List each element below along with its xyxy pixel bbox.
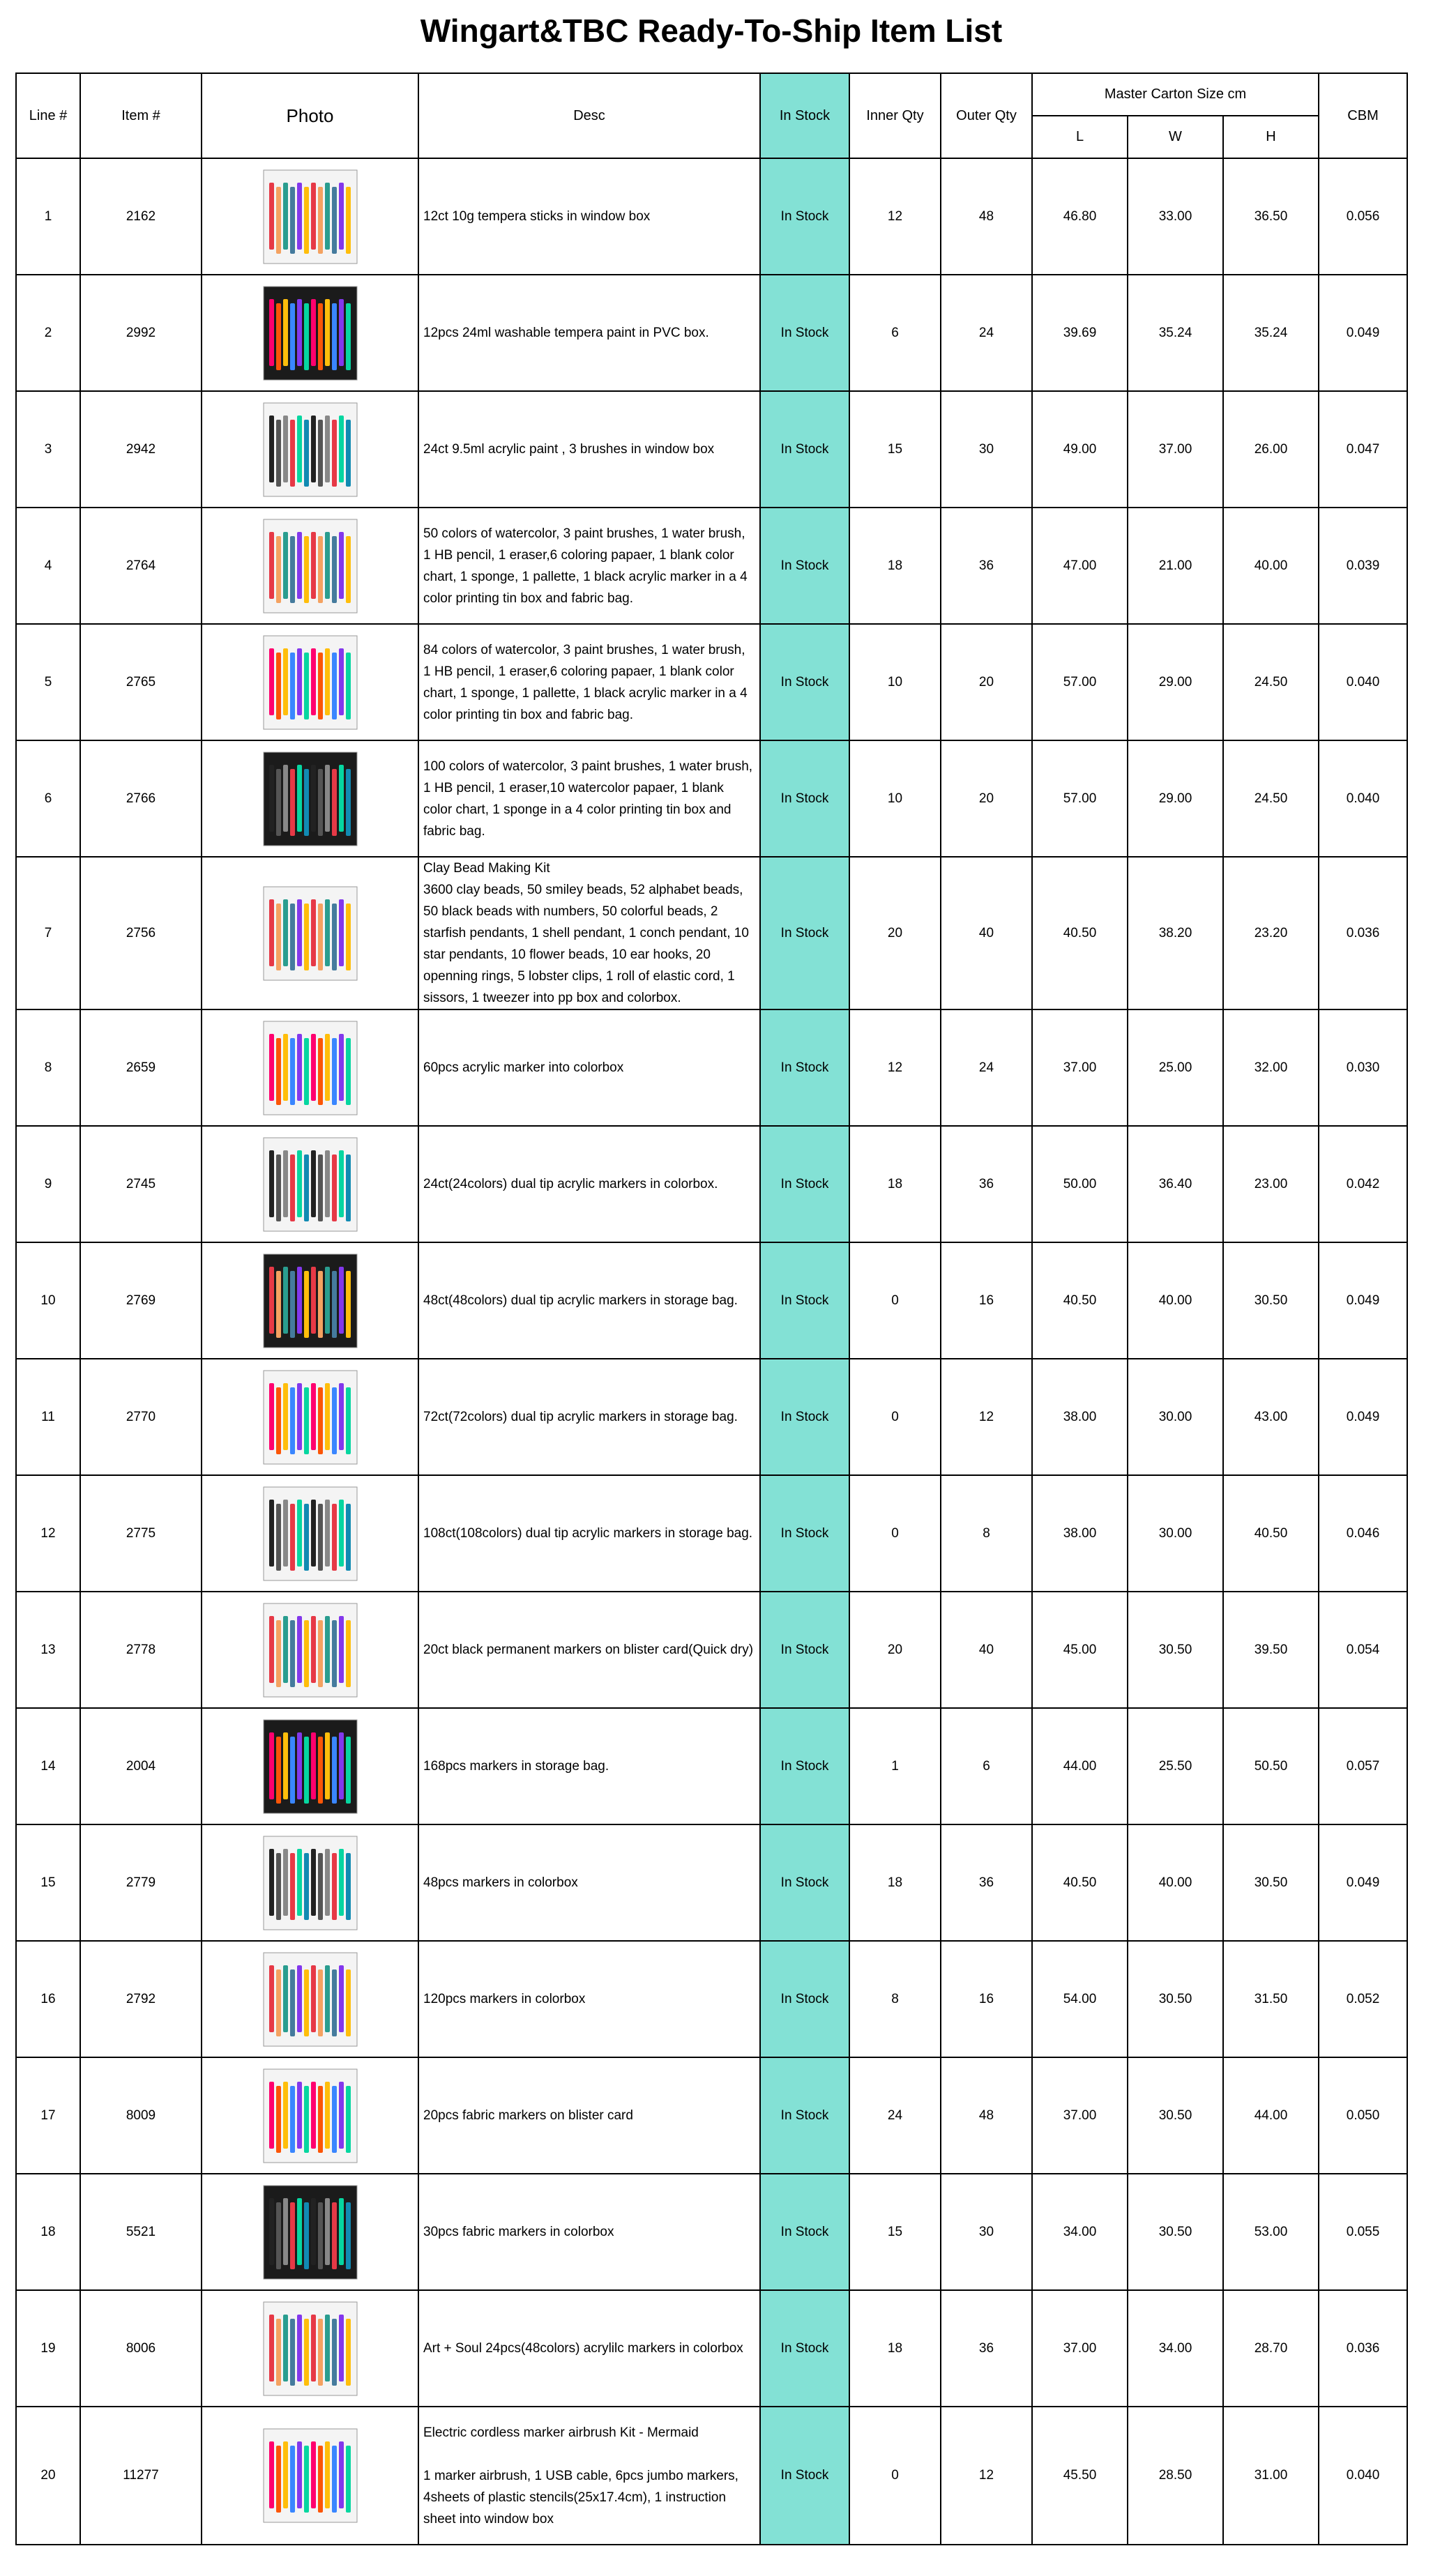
carton-width-cell: 30.00 <box>1128 1475 1223 1592</box>
inner-qty-cell: 0 <box>849 1242 941 1359</box>
fabric-markers-card-icon <box>258 2064 363 2168</box>
line-number-cell: 7 <box>16 857 80 1009</box>
table-row <box>16 1941 1407 2057</box>
outer-qty-cell: 6 <box>941 1708 1032 1824</box>
description-cell <box>418 1824 760 1941</box>
description-cell <box>418 1242 760 1359</box>
description-line: 60pcs acrylic marker into colorbox <box>423 1060 624 1075</box>
carton-height-cell: 24.50 <box>1223 624 1319 740</box>
cbm-cell: 0.052 <box>1319 1941 1407 2057</box>
photo-cell <box>202 857 418 1009</box>
photo-cell <box>202 1009 418 1126</box>
description-cell <box>418 624 760 740</box>
carton-height-cell: 30.50 <box>1223 1242 1319 1359</box>
inner-qty-cell: 12 <box>849 1009 941 1126</box>
in-stock-cell: In Stock <box>760 857 849 1009</box>
header-desc: Desc <box>418 73 760 158</box>
clay-bead-kit-icon <box>258 881 363 986</box>
line-number-cell: 5 <box>16 624 80 740</box>
line-number-cell: 11 <box>16 1359 80 1475</box>
item-table <box>15 73 1408 2545</box>
carton-height-cell: 43.00 <box>1223 1359 1319 1475</box>
photo-cell <box>202 2174 418 2290</box>
description-line <box>423 2444 755 2465</box>
photo-cell <box>202 2290 418 2407</box>
description-cell <box>418 857 760 1009</box>
header-outer-qty: Outer Qty <box>941 73 1032 158</box>
carton-width-cell: 28.50 <box>1128 2407 1223 2545</box>
description-cell <box>418 2174 760 2290</box>
carton-length-cell: 45.00 <box>1032 1592 1128 1708</box>
carton-height-cell: 24.50 <box>1223 740 1319 857</box>
cbm-cell: 0.039 <box>1319 508 1407 624</box>
in-stock-cell: In Stock <box>760 1475 849 1592</box>
photo-cell <box>202 1359 418 1475</box>
carton-length-cell: 38.00 <box>1032 1475 1128 1592</box>
description-cell <box>418 1475 760 1592</box>
table-row <box>16 1475 1407 1592</box>
description-cell <box>418 1009 760 1126</box>
in-stock-cell: In Stock <box>760 1592 849 1708</box>
carton-length-cell: 37.00 <box>1032 1009 1128 1126</box>
table-row <box>16 1708 1407 1824</box>
description-line: 108ct(108colors) dual tip acrylic markers in storage bag. <box>423 1526 753 1541</box>
description-cell <box>418 2290 760 2407</box>
description-cell <box>418 508 760 624</box>
description-line: 84 colors of watercolor, 3 paint brushes, 1 water brush, 1 HB pencil, 1 eraser,6 coloring papaer, 1 blank color chart, 1 sponge, 1 pallette, 1 black acrylic marker in a 4 color printing tin box and fabric bag. <box>423 642 748 722</box>
acrylic-markers-colorbox-icon <box>258 2296 363 2401</box>
page-title: Wingart&TBC Ready-To-Ship Item List <box>420 13 1003 49</box>
inner-qty-cell: 18 <box>849 2290 941 2407</box>
description-line: 100 colors of watercolor, 3 paint brushes, 1 water brush, 1 HB pencil, 1 eraser,10 watercolor papaer, 1 blank color chart, 1 sponge in a 4 color printing tin box and fabric bag. <box>423 759 753 839</box>
cbm-cell: 0.050 <box>1319 2057 1407 2174</box>
carton-width-cell: 29.00 <box>1128 740 1223 857</box>
table-row <box>16 1126 1407 1242</box>
outer-qty-cell: 24 <box>941 1009 1032 1126</box>
description-cell <box>418 2057 760 2174</box>
cbm-cell: 0.042 <box>1319 1126 1407 1242</box>
carton-length-cell: 37.00 <box>1032 2057 1128 2174</box>
table-row <box>16 740 1407 857</box>
inner-qty-cell: 0 <box>849 2407 941 2545</box>
carton-length-cell: 46.80 <box>1032 158 1128 275</box>
table-row <box>16 1009 1407 1126</box>
header-height: H <box>1223 116 1319 158</box>
description-line: 30pcs fabric markers in colorbox <box>423 2225 614 2239</box>
line-number-cell: 17 <box>16 2057 80 2174</box>
table-body <box>16 158 1407 2545</box>
permanent-markers-card-icon <box>258 1598 363 1702</box>
item-number-cell: 8006 <box>80 2290 202 2407</box>
in-stock-cell: In Stock <box>760 1126 849 1242</box>
photo-cell <box>202 1941 418 2057</box>
item-number-cell: 2769 <box>80 1242 202 1359</box>
photo-cell <box>202 2057 418 2174</box>
carton-height-cell: 50.50 <box>1223 1708 1319 1824</box>
line-number-cell: 12 <box>16 1475 80 1592</box>
outer-qty-cell: 8 <box>941 1475 1032 1592</box>
inner-qty-cell: 1 <box>849 1708 941 1824</box>
table-row <box>16 391 1407 508</box>
cbm-cell: 0.030 <box>1319 1009 1407 1126</box>
description-cell <box>418 275 760 391</box>
inner-qty-cell: 20 <box>849 857 941 1009</box>
cbm-cell: 0.047 <box>1319 391 1407 508</box>
line-number-cell: 6 <box>16 740 80 857</box>
photo-cell <box>202 508 418 624</box>
marker-storage-bag-icon <box>258 1481 363 1586</box>
carton-length-cell: 57.00 <box>1032 624 1128 740</box>
in-stock-cell: In Stock <box>760 391 849 508</box>
inner-qty-cell: 6 <box>849 275 941 391</box>
description-line: Electric cordless marker airbrush Kit - Mermaid <box>423 2425 699 2440</box>
carton-width-cell: 38.20 <box>1128 857 1223 1009</box>
description-cell <box>418 1126 760 1242</box>
outer-qty-cell: 30 <box>941 391 1032 508</box>
carton-width-cell: 30.50 <box>1128 2057 1223 2174</box>
item-number-cell: 2770 <box>80 1359 202 1475</box>
in-stock-cell: In Stock <box>760 1359 849 1475</box>
fabric-markers-box-icon <box>258 2180 363 2285</box>
line-number-cell: 3 <box>16 391 80 508</box>
in-stock-cell: In Stock <box>760 740 849 857</box>
item-number-cell: 5521 <box>80 2174 202 2290</box>
inner-qty-cell: 15 <box>849 2174 941 2290</box>
carton-height-cell: 40.50 <box>1223 1475 1319 1592</box>
description-line: 24ct(24colors) dual tip acrylic markers in colorbox. <box>423 1177 718 1191</box>
outer-qty-cell: 36 <box>941 2290 1032 2407</box>
photo-cell <box>202 1475 418 1592</box>
item-number-cell: 2756 <box>80 857 202 1009</box>
carton-width-cell: 36.40 <box>1128 1126 1223 1242</box>
header-inner-qty: Inner Qty <box>849 73 941 158</box>
cbm-cell: 0.057 <box>1319 1708 1407 1824</box>
carton-length-cell: 40.50 <box>1032 857 1128 1009</box>
inner-qty-cell: 10 <box>849 624 941 740</box>
description-line: 48ct(48colors) dual tip acrylic markers in storage bag. <box>423 1293 738 1308</box>
carton-height-cell: 53.00 <box>1223 2174 1319 2290</box>
carton-height-cell: 26.00 <box>1223 391 1319 508</box>
carton-length-cell: 49.00 <box>1032 391 1128 508</box>
carton-length-cell: 40.50 <box>1032 1824 1128 1941</box>
carton-height-cell: 30.50 <box>1223 1824 1319 1941</box>
carton-width-cell: 30.50 <box>1128 1592 1223 1708</box>
photo-cell <box>202 624 418 740</box>
line-number-cell: 4 <box>16 508 80 624</box>
description-cell <box>418 1592 760 1708</box>
carton-width-cell: 40.00 <box>1128 1242 1223 1359</box>
tempera-sticks-box-icon <box>258 165 363 269</box>
item-number-cell: 11277 <box>80 2407 202 2545</box>
table-row <box>16 2057 1407 2174</box>
inner-qty-cell: 0 <box>849 1475 941 1592</box>
carton-height-cell: 23.20 <box>1223 857 1319 1009</box>
item-number-cell: 2942 <box>80 391 202 508</box>
table-row <box>16 2407 1407 2545</box>
carton-height-cell: 31.00 <box>1223 2407 1319 2545</box>
description-line: 48pcs markers in colorbox <box>423 1875 578 1890</box>
description-cell <box>418 1941 760 2057</box>
description-line: 50 colors of watercolor, 3 paint brushes, 1 water brush, 1 HB pencil, 1 eraser,6 coloring papaer, 1 blank color chart, 1 sponge, 1 pallette, 1 black acrylic marker in a 4 color printing tin box and fabric bag. <box>423 526 748 606</box>
item-number-cell: 8009 <box>80 2057 202 2174</box>
item-number-cell: 2162 <box>80 158 202 275</box>
photo-cell <box>202 1242 418 1359</box>
carton-height-cell: 44.00 <box>1223 2057 1319 2174</box>
inner-qty-cell: 8 <box>849 1941 941 2057</box>
photo-cell <box>202 391 418 508</box>
outer-qty-cell: 12 <box>941 2407 1032 2545</box>
description-line: 168pcs markers in storage bag. <box>423 1759 609 1774</box>
item-number-cell: 2764 <box>80 508 202 624</box>
item-number-cell: 2659 <box>80 1009 202 1126</box>
description-line: 12pcs 24ml washable tempera paint in PVC box. <box>423 326 709 340</box>
outer-qty-cell: 16 <box>941 1941 1032 2057</box>
carton-width-cell: 30.00 <box>1128 1359 1223 1475</box>
outer-qty-cell: 20 <box>941 740 1032 857</box>
item-number-cell: 2004 <box>80 1708 202 1824</box>
line-number-cell: 19 <box>16 2290 80 2407</box>
description-line: 1 marker airbrush, 1 USB cable, 6pcs jumbo markers, 4sheets of plastic stencils(25x17.4cm), 1 instruction sheet into window box <box>423 2468 738 2527</box>
in-stock-cell: In Stock <box>760 1708 849 1824</box>
line-number-cell: 9 <box>16 1126 80 1242</box>
item-number-cell: 2765 <box>80 624 202 740</box>
carton-width-cell: 33.00 <box>1128 158 1223 275</box>
cbm-cell: 0.055 <box>1319 2174 1407 2290</box>
header-photo: Photo <box>202 73 418 158</box>
inner-qty-cell: 10 <box>849 740 941 857</box>
description-cell <box>418 158 760 275</box>
marker-storage-bag-icon <box>258 1249 363 1353</box>
carton-width-cell: 29.00 <box>1128 624 1223 740</box>
in-stock-cell: In Stock <box>760 158 849 275</box>
line-number-cell: 1 <box>16 158 80 275</box>
carton-width-cell: 30.50 <box>1128 2174 1223 2290</box>
description-line: 20pcs fabric markers on blister card <box>423 2108 633 2123</box>
carton-height-cell: 28.70 <box>1223 2290 1319 2407</box>
carton-width-cell: 40.00 <box>1128 1824 1223 1941</box>
inner-qty-cell: 12 <box>849 158 941 275</box>
table-row <box>16 1592 1407 1708</box>
inner-qty-cell: 18 <box>849 1126 941 1242</box>
carton-width-cell: 35.24 <box>1128 275 1223 391</box>
inner-qty-cell: 24 <box>849 2057 941 2174</box>
description-line: 24ct 9.5ml acrylic paint , 3 brushes in window box <box>423 442 715 457</box>
watercolor-tin-icon <box>258 630 363 735</box>
cbm-cell: 0.040 <box>1319 624 1407 740</box>
description-cell <box>418 391 760 508</box>
carton-height-cell: 35.24 <box>1223 275 1319 391</box>
line-number-cell: 2 <box>16 275 80 391</box>
line-number-cell: 20 <box>16 2407 80 2545</box>
markers-colorbox-icon <box>258 1831 363 1935</box>
inner-qty-cell: 0 <box>849 1359 941 1475</box>
acrylic-marker-box-icon <box>258 1016 363 1120</box>
cbm-cell: 0.049 <box>1319 1359 1407 1475</box>
carton-length-cell: 37.00 <box>1032 2290 1128 2407</box>
item-number-cell: 2745 <box>80 1126 202 1242</box>
cbm-cell: 0.036 <box>1319 857 1407 1009</box>
item-number-cell: 2778 <box>80 1592 202 1708</box>
carton-length-cell: 39.69 <box>1032 275 1128 391</box>
dual-tip-markers-icon <box>258 1132 363 1237</box>
header-in-stock: In Stock <box>760 73 849 158</box>
outer-qty-cell: 40 <box>941 1592 1032 1708</box>
carton-length-cell: 50.00 <box>1032 1126 1128 1242</box>
outer-qty-cell: 48 <box>941 158 1032 275</box>
cbm-cell: 0.049 <box>1319 275 1407 391</box>
description-line: Art + Soul 24pcs(48colors) acrylilc markers in colorbox <box>423 2341 743 2356</box>
watercolor-tin-icon <box>258 514 363 618</box>
in-stock-cell: In Stock <box>760 2290 849 2407</box>
in-stock-cell: In Stock <box>760 275 849 391</box>
outer-qty-cell: 36 <box>941 508 1032 624</box>
carton-height-cell: 39.50 <box>1223 1592 1319 1708</box>
header-master-carton: Master Carton Size cm <box>1032 73 1319 116</box>
outer-qty-cell: 48 <box>941 2057 1032 2174</box>
cbm-cell: 0.049 <box>1319 1242 1407 1359</box>
header-line: Line # <box>16 73 80 158</box>
description-cell <box>418 1708 760 1824</box>
cbm-cell: 0.046 <box>1319 1475 1407 1592</box>
tempera-paint-bottles-icon <box>258 281 363 386</box>
in-stock-cell: In Stock <box>760 2407 849 2545</box>
carton-length-cell: 44.00 <box>1032 1708 1128 1824</box>
outer-qty-cell: 12 <box>941 1359 1032 1475</box>
cbm-cell: 0.056 <box>1319 158 1407 275</box>
carton-height-cell: 36.50 <box>1223 158 1319 275</box>
carton-width-cell: 25.00 <box>1128 1009 1223 1126</box>
in-stock-cell: In Stock <box>760 2174 849 2290</box>
markers-colorbox-icon <box>258 1947 363 2052</box>
outer-qty-cell: 40 <box>941 857 1032 1009</box>
table-row <box>16 1824 1407 1941</box>
line-number-cell: 14 <box>16 1708 80 1824</box>
photo-cell <box>202 158 418 275</box>
line-number-cell: 18 <box>16 2174 80 2290</box>
outer-qty-cell: 20 <box>941 624 1032 740</box>
table-row <box>16 1359 1407 1475</box>
cbm-cell: 0.040 <box>1319 740 1407 857</box>
carton-width-cell: 34.00 <box>1128 2290 1223 2407</box>
carton-height-cell: 32.00 <box>1223 1009 1319 1126</box>
carton-length-cell: 57.00 <box>1032 740 1128 857</box>
in-stock-cell: In Stock <box>760 508 849 624</box>
watercolor-tin-icon <box>258 747 363 851</box>
carton-length-cell: 34.00 <box>1032 2174 1128 2290</box>
acrylic-paint-set-icon <box>258 397 363 502</box>
carton-width-cell: 30.50 <box>1128 1941 1223 2057</box>
in-stock-cell: In Stock <box>760 1824 849 1941</box>
item-number-cell: 2779 <box>80 1824 202 1941</box>
line-number-cell: 10 <box>16 1242 80 1359</box>
airbrush-kit-icon <box>258 2423 363 2528</box>
photo-cell <box>202 740 418 857</box>
in-stock-cell: In Stock <box>760 1941 849 2057</box>
item-number-cell: 2792 <box>80 1941 202 2057</box>
carton-height-cell: 40.00 <box>1223 508 1319 624</box>
table-header <box>16 73 1407 158</box>
table-row <box>16 2174 1407 2290</box>
description-cell <box>418 2407 760 2545</box>
outer-qty-cell: 36 <box>941 1824 1032 1941</box>
item-number-cell: 2766 <box>80 740 202 857</box>
table-row <box>16 275 1407 391</box>
description-line: 120pcs markers in colorbox <box>423 1992 586 2006</box>
line-number-cell: 15 <box>16 1824 80 1941</box>
line-number-cell: 13 <box>16 1592 80 1708</box>
carton-length-cell: 38.00 <box>1032 1359 1128 1475</box>
carton-height-cell: 31.50 <box>1223 1941 1319 2057</box>
carton-width-cell: 25.50 <box>1128 1708 1223 1824</box>
marker-storage-bag-icon <box>258 1714 363 1819</box>
outer-qty-cell: 24 <box>941 275 1032 391</box>
in-stock-cell: In Stock <box>760 624 849 740</box>
table-row <box>16 1242 1407 1359</box>
item-number-cell: 2775 <box>80 1475 202 1592</box>
table-row <box>16 158 1407 275</box>
description-line: 3600 clay beads, 50 smiley beads, 52 alphabet beads, 50 black beads with numbers, 50 colorful beads, 2 starfish pendants, 1 shell pendant, 1 conch pendant, 10 star pendants, 10 flower beads, 10 ear hooks, 20 openning rings, 5 lobster clips, 1 roll of elastic cord, 1 sissors, 1 tweezer into pp box and colorbox. <box>423 883 749 1005</box>
description-cell <box>418 740 760 857</box>
outer-qty-cell: 30 <box>941 2174 1032 2290</box>
table-row <box>16 2290 1407 2407</box>
cbm-cell: 0.036 <box>1319 2290 1407 2407</box>
header-length: L <box>1032 116 1128 158</box>
photo-cell <box>202 1824 418 1941</box>
photo-cell <box>202 275 418 391</box>
inner-qty-cell: 15 <box>849 391 941 508</box>
inner-qty-cell: 20 <box>849 1592 941 1708</box>
description-cell <box>418 1359 760 1475</box>
inner-qty-cell: 18 <box>849 508 941 624</box>
outer-qty-cell: 16 <box>941 1242 1032 1359</box>
carton-length-cell: 45.50 <box>1032 2407 1128 2545</box>
cbm-cell: 0.040 <box>1319 2407 1407 2545</box>
in-stock-cell: In Stock <box>760 1242 849 1359</box>
table-row <box>16 508 1407 624</box>
carton-length-cell: 47.00 <box>1032 508 1128 624</box>
header-width: W <box>1128 116 1223 158</box>
table-row <box>16 624 1407 740</box>
marker-storage-bag-icon <box>258 1365 363 1470</box>
in-stock-cell: In Stock <box>760 2057 849 2174</box>
carton-width-cell: 37.00 <box>1128 391 1223 508</box>
header-item: Item # <box>80 73 202 158</box>
in-stock-cell: In Stock <box>760 1009 849 1126</box>
line-number-cell: 16 <box>16 1941 80 2057</box>
description-line: 20ct black permanent markers on blister card(Quick dry) <box>423 1643 754 1657</box>
photo-cell <box>202 1708 418 1824</box>
line-number-cell: 8 <box>16 1009 80 1126</box>
inner-qty-cell: 18 <box>849 1824 941 1941</box>
outer-qty-cell: 36 <box>941 1126 1032 1242</box>
carton-length-cell: 40.50 <box>1032 1242 1128 1359</box>
carton-width-cell: 21.00 <box>1128 508 1223 624</box>
carton-length-cell: 54.00 <box>1032 1941 1128 2057</box>
photo-cell <box>202 1126 418 1242</box>
carton-height-cell: 23.00 <box>1223 1126 1319 1242</box>
description-line: Clay Bead Making Kit <box>423 861 550 876</box>
cbm-cell: 0.054 <box>1319 1592 1407 1708</box>
cbm-cell: 0.049 <box>1319 1824 1407 1941</box>
description-line: 72ct(72colors) dual tip acrylic markers in storage bag. <box>423 1410 738 1424</box>
photo-cell <box>202 1592 418 1708</box>
table-row <box>16 857 1407 1009</box>
photo-cell <box>202 2407 418 2545</box>
header-cbm: CBM <box>1319 73 1407 158</box>
item-number-cell: 2992 <box>80 275 202 391</box>
description-line: 12ct 10g tempera sticks in window box <box>423 209 651 224</box>
